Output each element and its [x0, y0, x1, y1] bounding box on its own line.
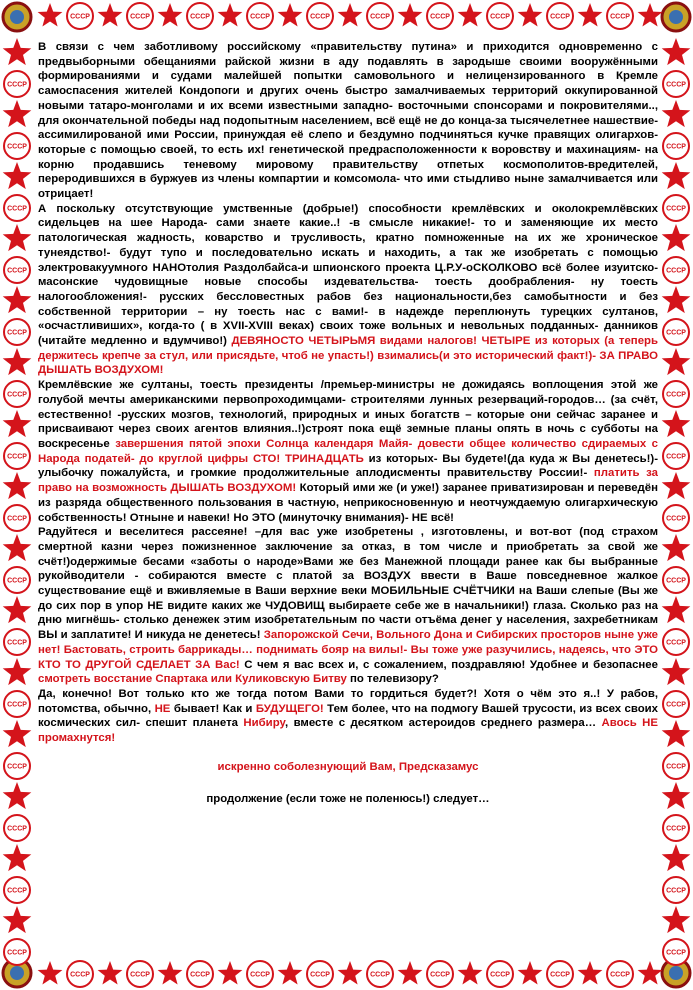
ussr-emblem-icon [307, 961, 333, 987]
body-text: Тем более, что на подмогу Вашей трусости, из всех своих космических сил- спешит планета [38, 702, 658, 730]
svg-text:СССР: СССР [610, 13, 630, 21]
ussr-emblem-icon [663, 877, 689, 903]
svg-text:СССР: СССР [550, 971, 570, 979]
svg-text:СССР: СССР [370, 971, 390, 979]
svg-text:СССР: СССР [610, 971, 630, 979]
star-icon [3, 596, 32, 623]
paragraph [38, 687, 658, 746]
ussr-emblem-icon [663, 257, 689, 283]
star-icon [338, 3, 363, 27]
star-icon [3, 410, 32, 437]
ussr-emblem-icon [4, 133, 30, 159]
ussr-emblem-icon [4, 567, 30, 593]
ussr-emblem-icon [4, 505, 30, 531]
svg-text:СССР: СССР [7, 267, 27, 275]
svg-text:СССР: СССР [550, 13, 570, 21]
star-icon [98, 3, 123, 27]
star-icon [662, 472, 691, 499]
svg-text:СССР: СССР [130, 13, 150, 21]
svg-text:СССР: СССР [666, 81, 686, 89]
state-emblem-icon [662, 3, 690, 31]
paragraph [38, 202, 658, 378]
star-icon [662, 844, 691, 871]
ussr-emblem-icon [4, 939, 30, 965]
svg-text:СССР: СССР [666, 267, 686, 275]
star-icon [158, 3, 183, 27]
svg-text:СССР: СССР [490, 13, 510, 21]
star-icon [3, 658, 32, 685]
ussr-emblem-icon [4, 443, 30, 469]
star-icon [662, 348, 691, 375]
svg-text:СССР: СССР [430, 971, 450, 979]
ussr-emblem-icon [663, 133, 689, 159]
paragraph [38, 378, 658, 525]
svg-text:СССР: СССР [7, 639, 27, 647]
ussr-emblem-icon [187, 961, 213, 987]
highlighted-text: Запорожской Сечи, Вольного Дона и Сибирских просторов ныне уже нет! Бастовать, строить баррикады… поднимать бояр на вилы!- Вы тоже уже разучились, надеясь, что ЭТО КТО ТО ДРУГОЙ СДЕЛАЕТ ЗА Вас! [38, 629, 658, 671]
ussr-emblem-icon [247, 3, 273, 29]
star-icon [38, 3, 63, 27]
star-icon [158, 961, 183, 985]
svg-text:СССР: СССР [7, 453, 27, 461]
star-icon [398, 961, 423, 985]
ussr-emblem-icon [547, 3, 573, 29]
body-text: Который ими же (и уже!) заранее приватизирован и переведён из разряда общественного пользования в частную, неприкосновенную и неотчуждаемую олигархическую собственность! Отныне и навеки! Но ЭТО (минуточку внимания)- НЕ всё! [38, 482, 658, 524]
star-icon [662, 286, 691, 313]
star-icon [3, 348, 32, 375]
ussr-emblem-icon [127, 961, 153, 987]
ussr-emblem-icon [4, 195, 30, 221]
paragraph [38, 40, 658, 202]
ussr-emblem-icon [4, 629, 30, 655]
ussr-emblem-icon [547, 961, 573, 987]
svg-text:СССР: СССР [666, 577, 686, 585]
svg-text:СССР: СССР [666, 949, 686, 957]
svg-text:СССР: СССР [666, 701, 686, 709]
svg-text:СССР: СССР [190, 971, 210, 979]
body-text: из которых- Вы будете!(да куда ж Вы денетесь!)- улыбочку пожалуйста, и громкие продолжительные аплодисменты правительству России!- [38, 452, 658, 480]
body-text: , вместе с десятком астероидов среднего размера… [284, 717, 602, 730]
svg-text:СССР: СССР [7, 825, 27, 833]
ussr-emblem-icon [607, 3, 633, 29]
ussr-emblem-icon [187, 3, 213, 29]
star-icon [3, 782, 32, 809]
svg-text:СССР: СССР [310, 13, 330, 21]
star-icon [578, 961, 603, 985]
ussr-emblem-icon [4, 71, 30, 97]
ussr-emblem-icon [307, 3, 333, 29]
svg-text:СССР: СССР [7, 81, 27, 89]
star-icon [518, 961, 543, 985]
star-icon [662, 100, 691, 127]
star-icon [3, 906, 32, 933]
body-text: Да, конечно! Вот только кто же тогда потом Вами то гордиться будет?! Хотя о чём это я..! У рабов, потомства, обычно, [38, 687, 658, 715]
star-icon [278, 3, 303, 27]
star-icon [662, 534, 691, 561]
svg-text:СССР: СССР [310, 971, 330, 979]
svg-text:СССР: СССР [7, 949, 27, 957]
ussr-emblem-icon [663, 691, 689, 717]
ussr-emblem-icon [4, 257, 30, 283]
ussr-emblem-icon [663, 443, 689, 469]
highlighted-text: Нибиру [243, 717, 285, 730]
svg-text:СССР: СССР [130, 971, 150, 979]
svg-text:СССР: СССР [250, 13, 270, 21]
svg-text:СССР: СССР [70, 13, 90, 21]
letter-paragraphs [38, 40, 658, 746]
star-icon [218, 961, 243, 985]
svg-text:СССР: СССР [70, 971, 90, 979]
star-icon [338, 961, 363, 985]
ussr-emblem-icon [427, 3, 453, 29]
highlighted-text: Авось НЕ промахнутся! [38, 717, 658, 745]
body-text: Радуйтеся и веселитеся рассеяне! –для вас уже изобретены , изготовлены, и вот-вот (под страхом смертной казни через пожизненное заключение за отказ, в том числе и приобретать за свой же счёт!)одержимые бесами «заботы о народе»Вами же без Манежной площади ранее как бы выбранные рукойводители - собираются вместе с платой за ВОЗДУХ ввести в Ваше повседневное жалкое существование ещё и вживляемые в Ваши верхние веки МОБИЛЬНЫЕ СЧЁТЧИКИ на Ваши слепые (Вы же до сих пор в упор НЕ видите каких же ЧУДОВИЩ выбираете себе же в начальники!) глаза. Сколько раз на дню мигнёшь- столько денежек этим изобретательным по части отъёма денег у населения, захребетникам ВЫ и заплатите! И никуда не денетесь! [38, 526, 658, 642]
star-icon [3, 38, 32, 65]
ussr-emblem-icon [4, 753, 30, 779]
paragraph [38, 525, 658, 687]
continuation-note: продолжение (если тоже не поленюсь!) следует… [206, 793, 490, 806]
svg-text:СССР: СССР [370, 13, 390, 21]
ussr-emblem-icon [4, 691, 30, 717]
star-icon [3, 472, 32, 499]
svg-text:СССР: СССР [430, 13, 450, 21]
ussr-emblem-icon [663, 319, 689, 345]
star-icon [218, 3, 243, 27]
ussr-emblem-icon [663, 71, 689, 97]
star-icon [3, 534, 32, 561]
body-text: С чем я вас всех и, с сожалением, поздравляю! Удобнее и безопаснее [239, 658, 658, 671]
star-icon [3, 100, 32, 127]
svg-text:СССР: СССР [7, 143, 27, 151]
ussr-emblem-icon [427, 961, 453, 987]
ussr-emblem-icon [663, 195, 689, 221]
ussr-emblem-icon [487, 961, 513, 987]
ussr-emblem-icon [67, 961, 93, 987]
highlighted-text: смотреть восстание Спартака или Куликовскую Битву [38, 673, 347, 686]
svg-text:СССР: СССР [7, 577, 27, 585]
ussr-emblem-icon [663, 939, 689, 965]
ussr-emblem-icon [367, 961, 393, 987]
highlighted-text: НЕ [154, 702, 171, 715]
star-icon [662, 906, 691, 933]
svg-text:СССР: СССР [666, 887, 686, 895]
svg-text:СССР: СССР [666, 205, 686, 213]
svg-text:СССР: СССР [666, 453, 686, 461]
svg-text:СССР: СССР [666, 391, 686, 399]
star-icon [3, 224, 32, 251]
star-icon [578, 3, 603, 27]
ussr-emblem-icon [663, 815, 689, 841]
ussr-emblem-icon [127, 3, 153, 29]
svg-text:СССР: СССР [190, 13, 210, 21]
star-icon [662, 38, 691, 65]
svg-text:СССР: СССР [7, 701, 27, 709]
svg-text:СССР: СССР [666, 515, 686, 523]
ussr-emblem-icon [4, 815, 30, 841]
star-icon [3, 162, 32, 189]
star-icon [662, 162, 691, 189]
letter-body [38, 40, 658, 960]
signature: искренно соболезнующий Вам, Предсказамус [217, 760, 479, 773]
star-icon [662, 224, 691, 251]
highlighted-text: завершения пятой эпохи Солнца календаря Майя- довести общее количество сдираемых с Народа податей- до круглой цифры СТО! ТРИНАДЦАТЬ [38, 437, 658, 465]
star-icon [662, 658, 691, 685]
ussr-emblem-icon [367, 3, 393, 29]
ussr-emblem-icon [4, 381, 30, 407]
ussr-emblem-icon [663, 629, 689, 655]
highlighted-text: платить за право на возможность ДЫШАТЬ ВОЗДУХОМ! [38, 467, 658, 495]
svg-text:СССР: СССР [7, 329, 27, 337]
star-icon [638, 961, 663, 985]
ussr-emblem-icon [487, 3, 513, 29]
star-icon [3, 720, 32, 747]
star-icon [98, 961, 123, 985]
body-text: А поскольку отсутствующие умственные (добрые!) способности кремлёвских и околокремлёвских сидельцев на шее Народа- сами знаете какие..! -в смысле никакие!- то и заменяющие их место патологическая жадность, коварство и трусливость, кратно помноженные на их же хроническое тунеядство!- будут тупо и последовательно искать и находить, а так же изобретать с помощью электровакуумного НАНОтолия Раздолбайса-и шпионского проекта Ц.Р.У-оСКОЛКОВО всё более изуитско- масонские чудовищные новые способы издевательства- тоесть дообрабления- ну тоесть налогообложения!- русских бессловестных рабов без национальности,без самобытности и без собственной территории – ну тоесть нас с вами!- в надежде переплюнуть турецких султанов, «осчастливиших», когда-то ( в XVII-XVIII веках) своих тоже вольных и невольных подданных- данников (читайте медленно и вдумчиво!) [38, 202, 658, 348]
svg-text:СССР: СССР [666, 329, 686, 337]
star-icon [3, 844, 32, 871]
body-text: Кремлёвские же султаны, тоесть президенты /премьер-министры не дожидаясь воплощения этой же голубой мечты американскими первопроходимцами- строителями лунных резерваций-городов… (за счёт, естественно! -русских мозгов, технологий, природных и иных богатств – которые они сейчас заранее и присваивают через своих агентов влияния..!)строят пока ещё земные планы опять в ночь с субботы на воскресенье [38, 379, 658, 450]
star-icon [38, 961, 63, 985]
svg-text:СССР: СССР [7, 515, 27, 523]
body-text: В связи с чем заботливому российскому «правительству путина» и приходится одновременно с предвыборными обещаниями райской жизни в аду подавлять в зародыше своими вооружёнными формированиями и судами малейшей попытки самовольного и нелицензированного в Кремле самоспасения жителей Кондопоги и других очень быстро замалчиваемых территорий оккупированной новыми татаро-монголами и их всеми известными западно- восточными спонсорами и покровителями.., для окончательной победы над подопытным населением, всё ещё не до конца-за тысячелетнее нашествие- ассимилированой ими России, принуждая её слепо и бездумно подчиняться кучке правящих олигархов- которые с помощью своей, то есть их! генетической предрасположенности к воровству и махинациям- на корню продавшись теневому мировому правительству отпетых космополитов-вредителей, переродившихся в буржуев из члены компартии и комсомола- что ими стыдливо ныне замалчивается или отрицает! [38, 41, 658, 201]
svg-text:СССР: СССР [7, 887, 27, 895]
svg-text:СССР: СССР [490, 971, 510, 979]
svg-text:СССР: СССР [666, 825, 686, 833]
svg-text:СССР: СССР [250, 971, 270, 979]
ussr-emblem-icon [663, 381, 689, 407]
body-text: бывает! Как и [170, 702, 256, 715]
state-emblem-icon [3, 3, 31, 31]
star-icon [662, 596, 691, 623]
svg-text:СССР: СССР [666, 143, 686, 151]
svg-text:СССР: СССР [7, 763, 27, 771]
highlighted-text: БУДУЩЕГО! [255, 702, 324, 715]
ussr-emblem-icon [663, 753, 689, 779]
highlighted-text: ДЕВЯНОСТО ЧЕТЫРЬМЯ видами налогов! ЧЕТЫРЕ из которых (а теперь держитесь крепче за стул, или присядьте, чтоб не упасть!) взимались(и это исторический факт!)- ЗА ПРАВО ДЫШАТЬ ВОЗДУХОМ! [38, 335, 658, 377]
star-icon [278, 961, 303, 985]
ussr-emblem-icon [247, 961, 273, 987]
ussr-emblem-icon [607, 961, 633, 987]
ussr-emblem-icon [663, 505, 689, 531]
ussr-emblem-icon [4, 877, 30, 903]
star-icon [458, 961, 483, 985]
star-icon [3, 286, 32, 313]
ussr-emblem-icon [4, 319, 30, 345]
star-icon [518, 3, 543, 27]
star-icon [662, 410, 691, 437]
star-icon [458, 3, 483, 27]
svg-text:СССР: СССР [7, 205, 27, 213]
star-icon [662, 720, 691, 747]
star-icon [638, 3, 663, 27]
svg-text:СССР: СССР [666, 763, 686, 771]
star-icon [398, 3, 423, 27]
star-icon [662, 782, 691, 809]
ussr-emblem-icon [663, 567, 689, 593]
body-text: по телевизору? [346, 673, 439, 686]
ussr-emblem-icon [67, 3, 93, 29]
svg-text:СССР: СССР [7, 391, 27, 399]
svg-text:СССР: СССР [666, 639, 686, 647]
